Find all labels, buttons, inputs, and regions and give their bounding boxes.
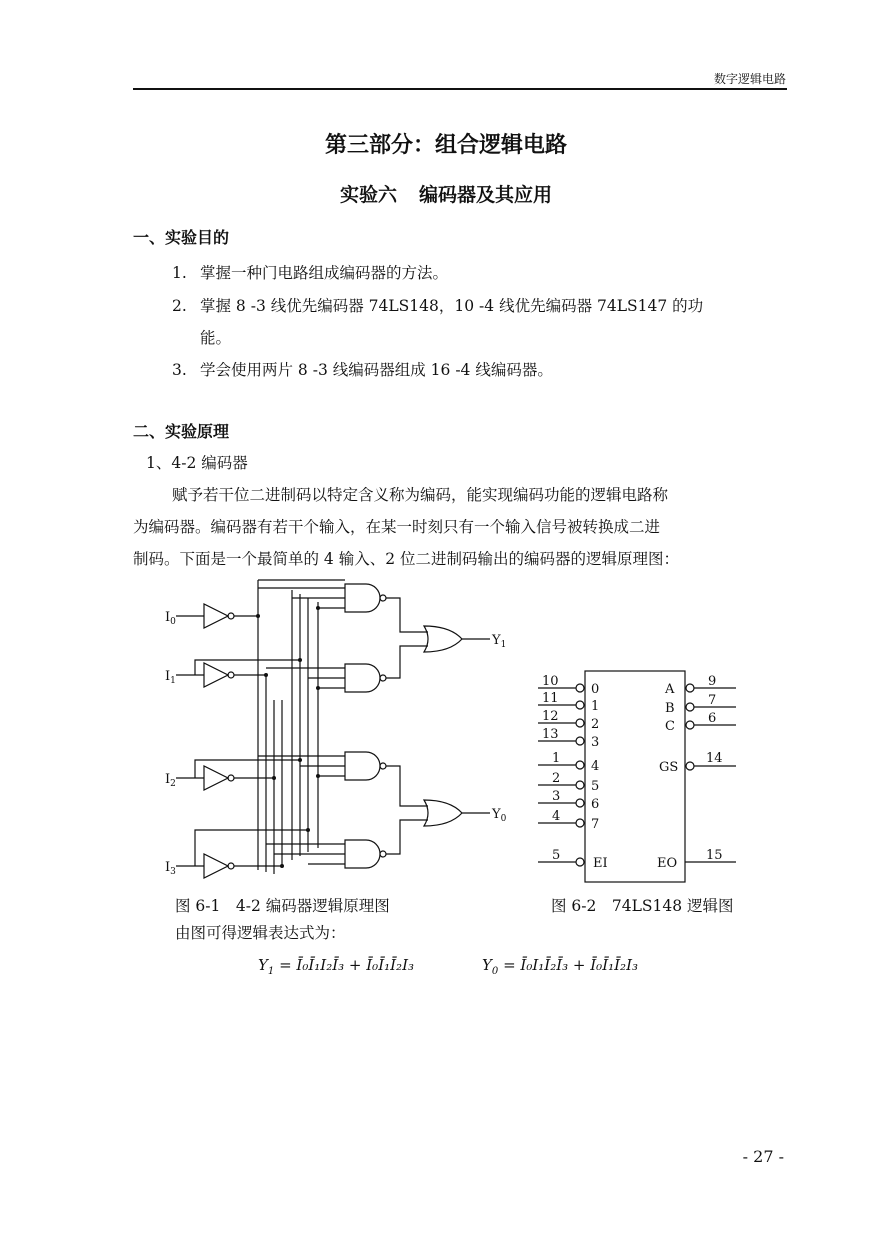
- formula-y1-lhs: Y: [258, 956, 268, 974]
- input-5-label: 5: [591, 779, 600, 794]
- input-0-label: 0: [591, 682, 600, 697]
- output-label-y0: $Y_0$: [492, 807, 507, 824]
- item-number: 1.: [172, 264, 187, 282]
- item-number: 3.: [172, 361, 187, 379]
- gs-label: GS: [659, 760, 679, 775]
- formula-y1-lhs-sub: 1: [267, 966, 275, 977]
- experiment-number: 实验六: [339, 184, 397, 206]
- pin-6: 6: [708, 711, 717, 726]
- input-4-label: 4: [591, 759, 600, 774]
- paragraph-line-2: 为编码器。编码器有若干个输入，在某一时刻只有一个输入信号被转换成二进: [133, 518, 661, 536]
- pin-12: 12: [542, 709, 559, 724]
- page-number: - 27 -: [742, 1147, 784, 1166]
- section1-heading: 一、实验目的: [133, 228, 230, 247]
- output-b-label: B: [665, 701, 675, 716]
- objective-item-1: [172, 261, 448, 283]
- objective-item-3: [172, 358, 553, 380]
- ls148-logic-symbol: [530, 665, 740, 885]
- pin-5: 5: [552, 848, 561, 863]
- paragraph-line-3: 制码。下面是一个最简单的 4 输入、2 位二进制码输出的编码器的逻辑原理图：: [133, 550, 680, 568]
- pin-4: 4: [552, 809, 561, 824]
- experiment-name: 编码器及其应用: [419, 184, 553, 206]
- pin-15: 15: [706, 848, 723, 863]
- input-label-i3: $I_3$: [165, 860, 176, 877]
- eo-label: EO: [657, 856, 678, 871]
- objective-item-2: [172, 294, 703, 316]
- output-c-label: C: [665, 719, 675, 734]
- input-label-i0: $I_0$: [165, 610, 176, 627]
- input-label-i1: $I_1$: [165, 669, 176, 686]
- input-2-label: 2: [591, 717, 600, 732]
- pin-7: 7: [708, 693, 717, 708]
- item-text: 掌握 8 -3 线优先编码器 74LS148，10 -4 线优先编码器 74LS147 的功: [200, 297, 704, 315]
- input-1-label: 1: [591, 699, 600, 714]
- output-label-y1: $Y_1$: [492, 633, 507, 650]
- formula-y0-rhs: = Ī₀I₁Ī₂Ī₃ + Ī₀Ī₁Ī₂I₃: [503, 956, 639, 974]
- formula-y0-lhs-sub: 0: [491, 966, 499, 977]
- input-6-label: 6: [591, 797, 600, 812]
- formula-y0: [482, 956, 638, 977]
- pin-11: 11: [542, 691, 559, 706]
- pin-1: 1: [552, 751, 561, 766]
- ei-label: EI: [593, 856, 608, 871]
- formula-y1-rhs: = Ī₀Ī₁I₂Ī₃ + Ī₀Ī₁Ī₂I₃: [279, 956, 415, 974]
- section2-heading: 二、实验原理: [133, 422, 230, 441]
- input-7-label: 7: [591, 817, 600, 832]
- expression-intro: 由图可得逻辑表达式为：: [175, 924, 346, 942]
- formula-y0-lhs: Y: [482, 956, 492, 974]
- paragraph-line-1: 赋予若干位二进制码以特定含义称为编码，能实现编码功能的逻辑电路称: [172, 486, 669, 504]
- output-a-label: A: [665, 682, 675, 697]
- input-3-label: 3: [591, 735, 600, 750]
- running-header: 数字逻辑电路: [713, 72, 786, 86]
- pin-10: 10: [542, 674, 559, 689]
- pin-2: 2: [552, 771, 561, 786]
- item-number: 2.: [172, 297, 187, 315]
- part-title: 第三部分：组合逻辑电路: [324, 132, 567, 158]
- pin-13: 13: [542, 727, 559, 742]
- encoder-logic-diagram: [160, 578, 520, 890]
- item-text: 学会使用两片 8 -3 线编码器组成 16 -4 线编码器。: [200, 361, 553, 379]
- experiment-title: [0, 180, 892, 207]
- formula-y1: [258, 956, 414, 977]
- pin-3: 3: [552, 789, 561, 804]
- figure1-caption: 图 6-1 4-2 编码器逻辑原理图: [175, 897, 390, 915]
- input-label-i2: $I_2$: [165, 772, 176, 789]
- pin-9: 9: [708, 674, 717, 689]
- item-text: 掌握一种门电路组成编码器的方法。: [200, 264, 449, 282]
- subsection-heading: 1、4-2 编码器: [146, 454, 248, 472]
- figure2-caption: 图 6-2 74LS148 逻辑图: [551, 897, 734, 915]
- header-rule: [133, 88, 787, 90]
- pin-14: 14: [706, 751, 723, 766]
- objective-item-2-continued: 能。: [200, 329, 232, 347]
